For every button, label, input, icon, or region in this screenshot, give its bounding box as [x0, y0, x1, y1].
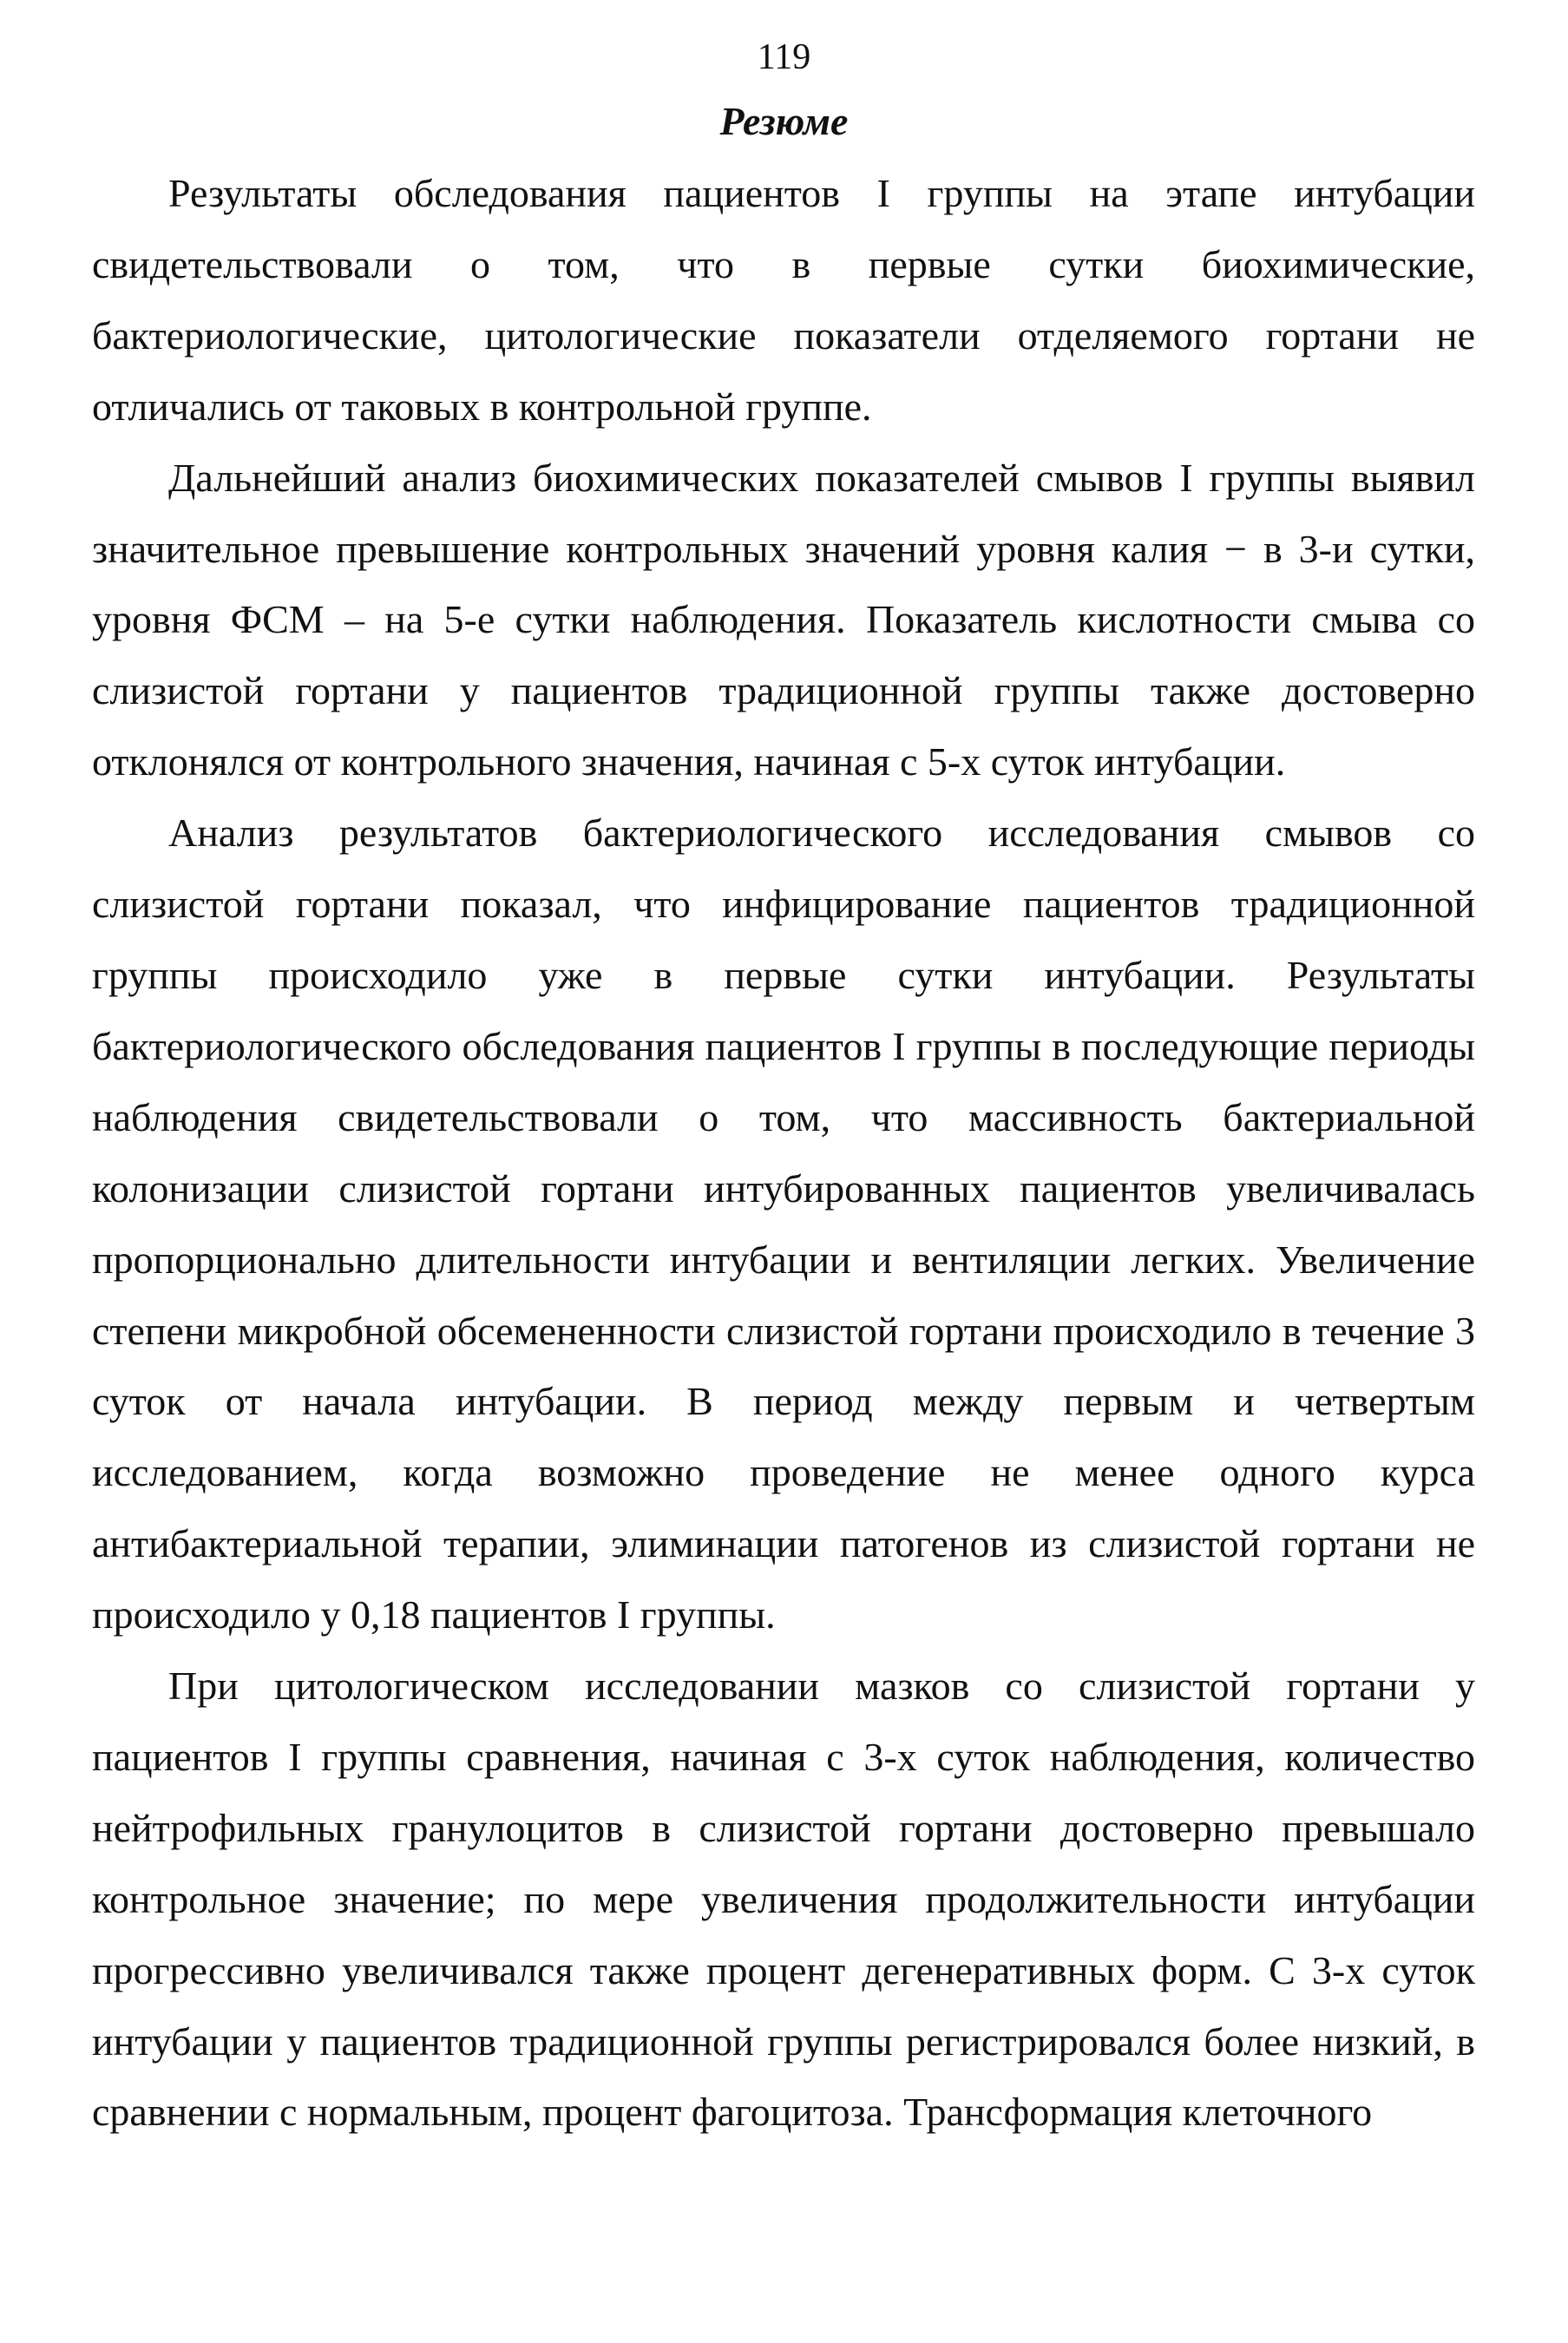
body-text [92, 158, 1475, 2148]
section-title: Резюме [719, 99, 849, 143]
page-number: 119 [757, 37, 811, 77]
paragraph-1: Результаты обследования пациентов I группы на этапе интубации свидетельствовали о том, что в первые сутки биохимические, бактериологические, цитологические показатели отделяемого гортани не отличались от таковых в контрольной группе. [92, 171, 1475, 429]
paragraph-3: Анализ результатов бактериологического исследования смывов со слизистой гортани показал, что инфицирование пациентов традиционной группы происходило уже в первые сутки интубации. Результаты бактериологического обследования пациентов I группы в последующие периоды наблюдения свидетельствовали о том, что массивность бактериальной колонизации слизистой гортани интубированных пациентов увеличивалась пропорционально длительности интубации и вентиляции легких. Увеличение степени микробной обсемененности слизистой гортани происходило в течение 3 суток от начала интубации. В период между первым и четвертым исследованием, когда возможно проведение не менее одного курса антибактериальной терапии, элиминации патогенов из слизистой гортани не происходило у 0,18 пациентов I группы. [92, 811, 1475, 1637]
paragraph-2: Дальнейший анализ биохимических показателей смывов I группы выявил значительное превышение контрольных значений уровня калия − в 3-и сутки, уровня ФСМ – на 5-е сутки наблюдения. Показатель кислотности смыва со слизистой гортани у пациентов традиционной группы также достоверно отклонялся от контрольного значения, начиная с 5-х суток интубации. [92, 455, 1475, 784]
paragraph-4: При цитологическом исследовании мазков со слизистой гортани у пациентов I группы сравнения, начиная с 3-х суток наблюдения, количество нейтрофильных гранулоцитов в слизистой гортани достоверно превышало контрольное значение; по мере увеличения продолжительности интубации прогрессивно увеличивался также процент дегенеративных форм. С 3-х суток интубации у пациентов традиционной группы регистрировался более низкий, в сравнении с нормальным, процент фагоцитоза. Трансформация клеточного [92, 1664, 1475, 2135]
